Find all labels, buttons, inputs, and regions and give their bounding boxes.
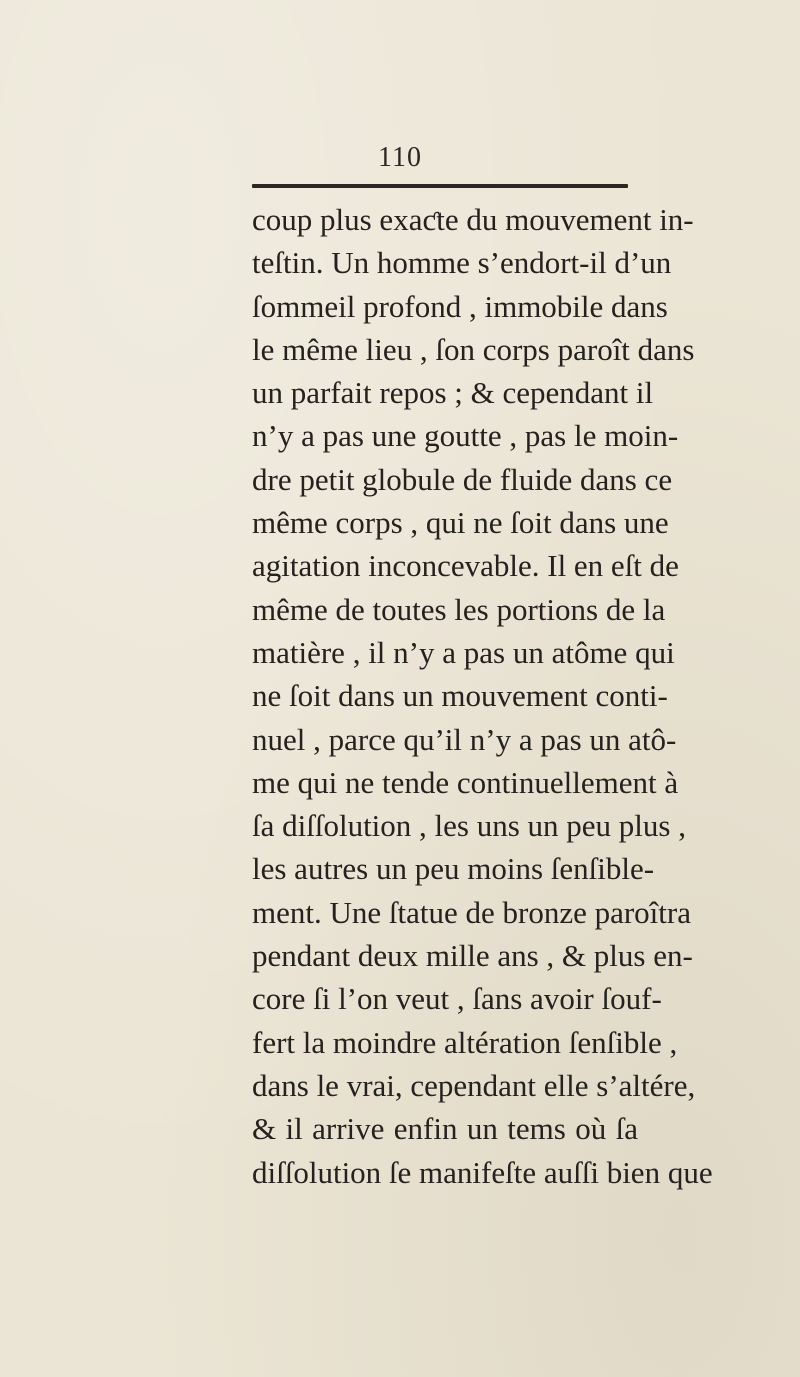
text-line: ment. Une ſtatue de bronze paroîtra (252, 894, 691, 930)
page-number: 110 (378, 142, 422, 173)
text-line: ne ſoit dans un mouvement conti- (252, 678, 668, 714)
text-line: core ſi l’on veut , ſans avoir ſouf- (252, 981, 662, 1017)
text-line: ſa diſſolution , les uns un peu plus , (252, 808, 686, 844)
text-line: les autres un peu moins ſenſible- (252, 851, 655, 887)
text-line: dre petit globule de fluide dans ce (252, 461, 673, 497)
text-line: dans le vrai, cependant elle s’altére, (252, 1067, 696, 1103)
text-line: coup plus exaƈte du mouvement in- (252, 202, 694, 237)
text-line: même corps , qui ne ſoit dans une (252, 505, 669, 541)
text-line: un parfait repos ; & cependant il (252, 375, 654, 411)
body-text (252, 198, 713, 1194)
text-line: même de toutes les portions de la (252, 591, 666, 627)
text-line: ſommeil profond , immobile dans (252, 288, 668, 324)
text-line: le même lieu , ſon corps paroît dans (252, 331, 695, 367)
text-line: & il arrive enfin un tems où ſa (252, 1111, 638, 1147)
text-line: nuel , parce qu’il n’y a pas un atô- (252, 721, 677, 757)
text-line: pendant deux mille ans , & plus en- (252, 938, 693, 974)
header-rule (252, 184, 628, 188)
text-line: diſſolution ſe manifeſte auſſi bien que (252, 1154, 713, 1190)
text-line: n’y a pas une goutte , pas le moin- (252, 418, 679, 454)
text-line: matière , il n’y a pas un atôme qui (252, 634, 675, 670)
text-line: teſtin. Un homme s’endort-il d’un (252, 245, 672, 281)
text-line: agitation inconcevable. Il en eſt de (252, 548, 679, 584)
text-line: fert la moindre altération ſenſible , (252, 1024, 678, 1060)
text-line: me qui ne tende continuellement à (252, 764, 679, 800)
